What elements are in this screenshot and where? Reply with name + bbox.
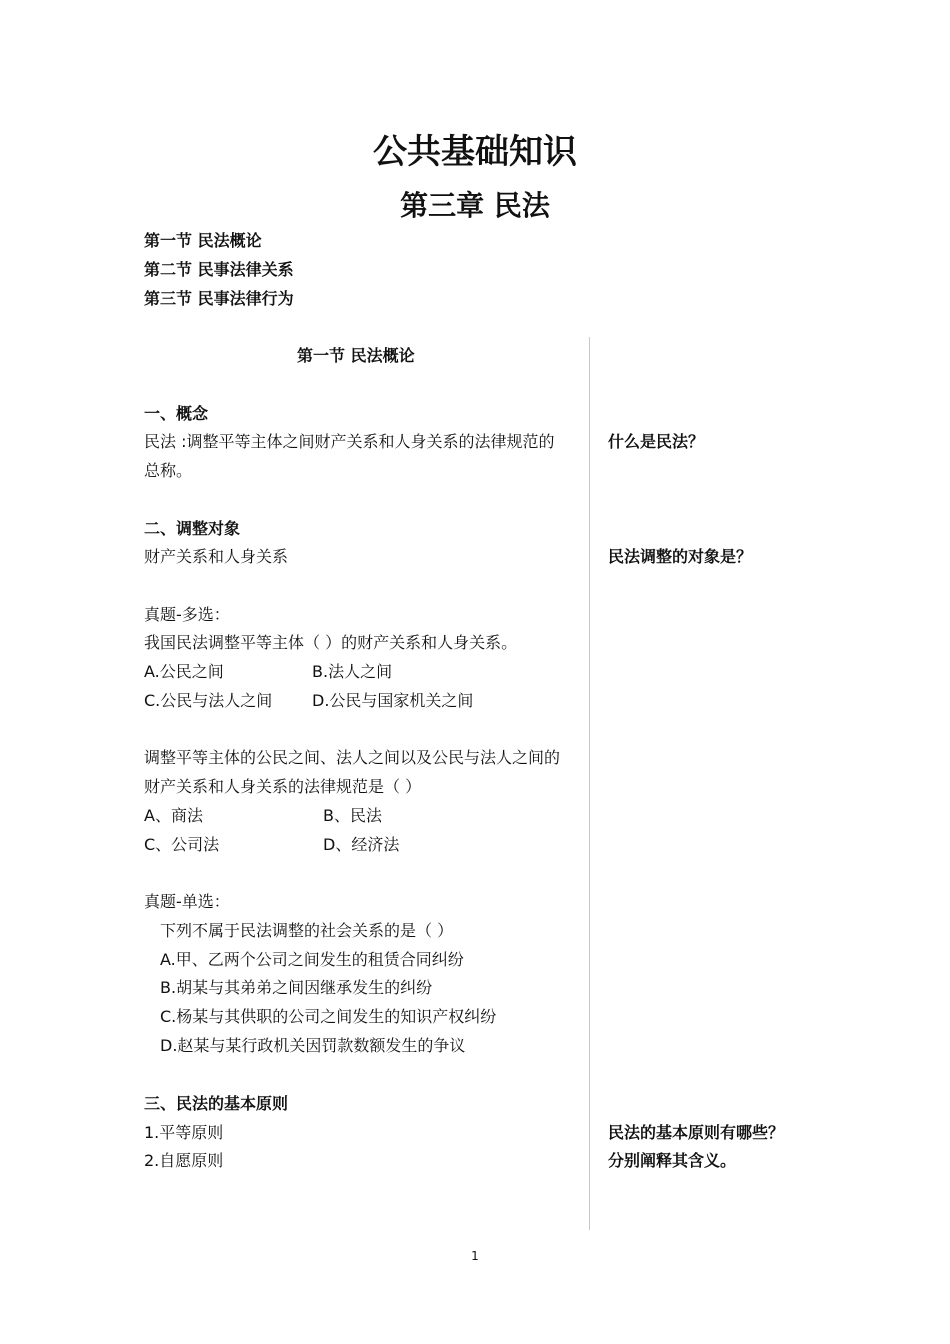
question-label: 真题-多选： (144, 605, 230, 624)
definition-line: 民法 :调整平等主体之间财产关系和人身关系的法律规范的 (144, 432, 555, 451)
question-stem: 我国民法调整平等主体（ ）的财产关系和人身关系。 (144, 633, 518, 652)
objects-text: 财产关系和人身关系 (144, 547, 289, 566)
sidebar-question: 分别阐释其含义。 (608, 1151, 737, 1170)
option-b: B.法人之间 (312, 662, 393, 681)
heading-concept: 一、概念 (144, 404, 209, 423)
option-c: C.杨某与其供职的公司之间发生的知识产权纠纷 (160, 1007, 497, 1026)
option-b: B、民法 (323, 806, 382, 825)
toc-item: 第一节 民法概论 (144, 231, 262, 250)
heading-objects: 二、调整对象 (144, 519, 241, 538)
option-a: A、商法 (144, 806, 203, 825)
heading-principles: 三、民法的基本原则 (144, 1094, 289, 1113)
toc-item: 第三节 民事法律行为 (144, 289, 294, 308)
section-title: 第一节 民法概论 (297, 346, 415, 365)
chapter-title: 第三章 民法 (400, 189, 550, 222)
option-c: C.公民与法人之间 (144, 691, 273, 710)
option-b: B.胡某与其弟弟之间因继承发生的纠纷 (160, 978, 433, 997)
principle-item: 2.自愿原则 (144, 1151, 224, 1170)
option-a: A.甲、乙两个公司之间发生的租赁合同纠纷 (160, 950, 464, 969)
definition-line: 总称。 (144, 461, 193, 480)
sidebar-question: 民法的基本原则有哪些？ (608, 1123, 785, 1142)
question-stem: 调整平等主体的公民之间、法人之间以及公民与法人之间的 (144, 748, 561, 767)
question-label: 真题-单选： (144, 892, 230, 911)
question-stem: 财产关系和人身关系的法律规范是（ ） (144, 777, 422, 796)
toc-item: 第二节 民事法律关系 (144, 260, 294, 279)
option-a: A.公民之间 (144, 662, 224, 681)
option-d: D.赵某与某行政机关因罚款数额发生的争议 (160, 1036, 466, 1055)
option-d: D.公民与国家机关之间 (312, 691, 474, 710)
option-d: D、经济法 (323, 835, 400, 854)
sidebar-question: 民法调整的对象是？ (608, 547, 753, 566)
column-divider (589, 337, 590, 1230)
principle-item: 1.平等原则 (144, 1123, 224, 1142)
option-c: C、公司法 (144, 835, 220, 854)
sidebar-question: 什么是民法？ (608, 432, 705, 451)
page-number: 1 (471, 1249, 479, 1263)
question-stem: 下列不属于民法调整的社会关系的是（ ） (160, 921, 454, 940)
doc-title: 公共基础知识 (373, 132, 577, 172)
